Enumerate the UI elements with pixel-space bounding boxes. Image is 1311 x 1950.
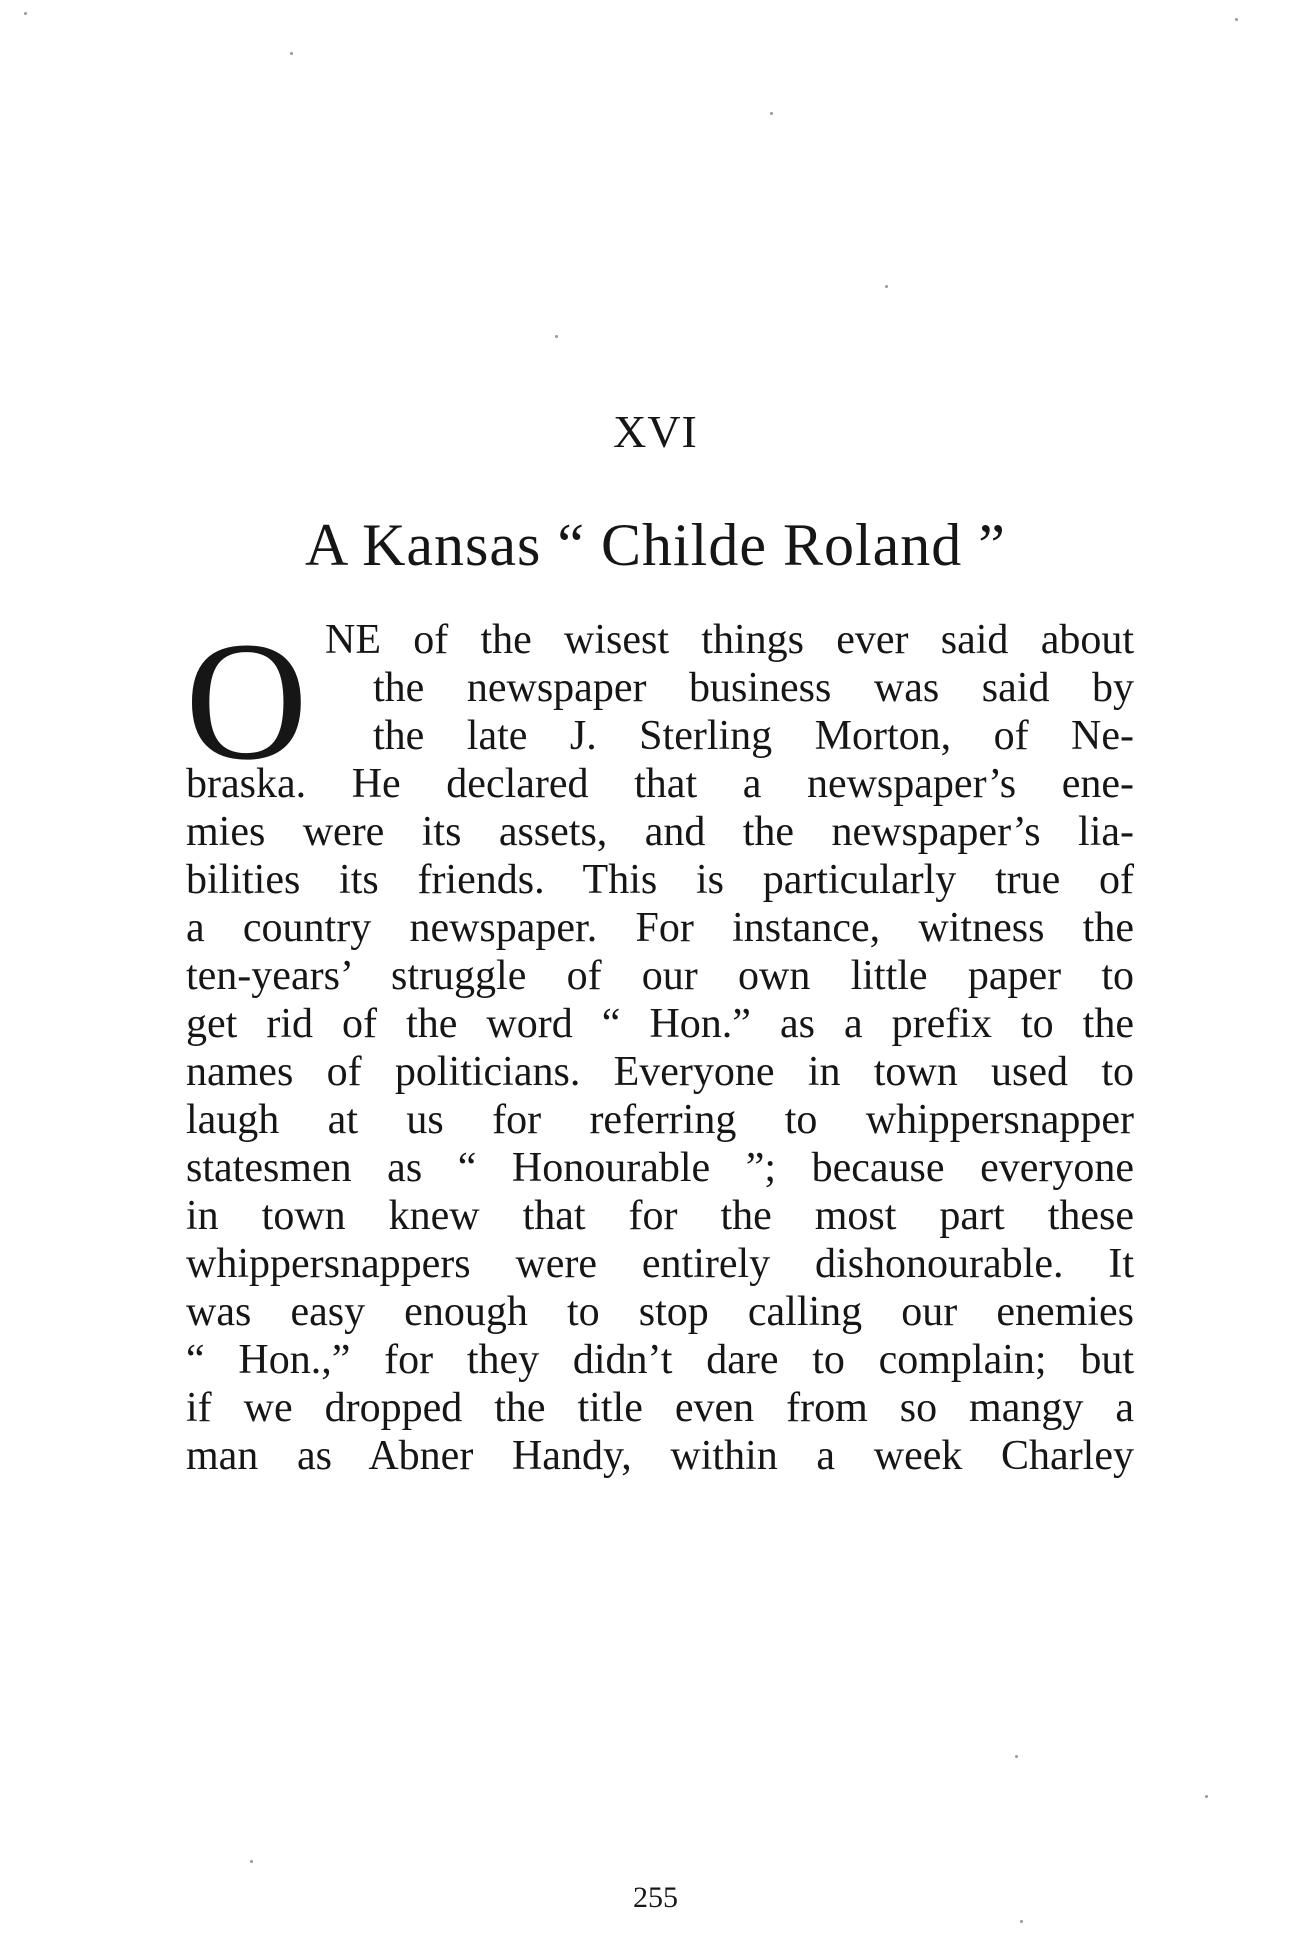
- text-line: was easy enough to stop calling our enemies: [186, 1289, 1134, 1335]
- text-line: braska. He declared that a newspaper’s ene-: [186, 761, 1134, 807]
- scan-speck: [1015, 1755, 1018, 1758]
- text-line: statesmen as “ Honourable ”; because everyone: [186, 1145, 1134, 1191]
- text-line: “ Hon.,” for they didn’t dare to complain; but: [186, 1337, 1134, 1383]
- text-line: a country newspaper. For instance, witness the: [186, 905, 1134, 951]
- scan-speck: [885, 285, 888, 288]
- scan-speck: [1020, 1920, 1023, 1923]
- text-line: the newspaper business was said by: [373, 665, 1134, 711]
- text-line: get rid of the word “ Hon.” as a prefix to the: [186, 1001, 1134, 1047]
- page-number: 255: [633, 1881, 678, 1914]
- scan-speck: [250, 1860, 253, 1863]
- text-line: the late J. Sterling Morton, of Ne-: [373, 713, 1134, 759]
- scan-speck: [555, 335, 558, 338]
- text-line: ten-years’ struggle of our own little paper to: [186, 953, 1134, 999]
- chapter-title: A Kansas “ Childe Roland ”: [305, 512, 1006, 578]
- text-line: if we dropped the title even from so mangy a: [186, 1385, 1134, 1431]
- text-line: mies were its assets, and the newspaper’s lia-: [186, 809, 1134, 855]
- scan-speck: [24, 12, 27, 15]
- text-line: laugh at us for referring to whippersnapper: [186, 1097, 1134, 1143]
- text-line: bilities its friends. This is particularly true of: [186, 857, 1134, 903]
- text-line: names of politicians. Everyone in town used to: [186, 1049, 1134, 1095]
- chapter-number: XVI: [613, 406, 698, 457]
- text-line: in town knew that for the most part these: [186, 1193, 1134, 1239]
- scan-speck: [1205, 1795, 1208, 1798]
- scan-speck: [1235, 18, 1238, 21]
- drop-cap: O: [185, 607, 308, 795]
- text-line: NE of the wisest things ever said about: [325, 617, 1134, 663]
- scan-speck: [770, 112, 773, 115]
- scan-speck: [290, 52, 293, 55]
- text-line: man as Abner Handy, within a week Charley: [186, 1433, 1134, 1479]
- text-line: whippersnappers were entirely dishonourable. It: [186, 1241, 1134, 1287]
